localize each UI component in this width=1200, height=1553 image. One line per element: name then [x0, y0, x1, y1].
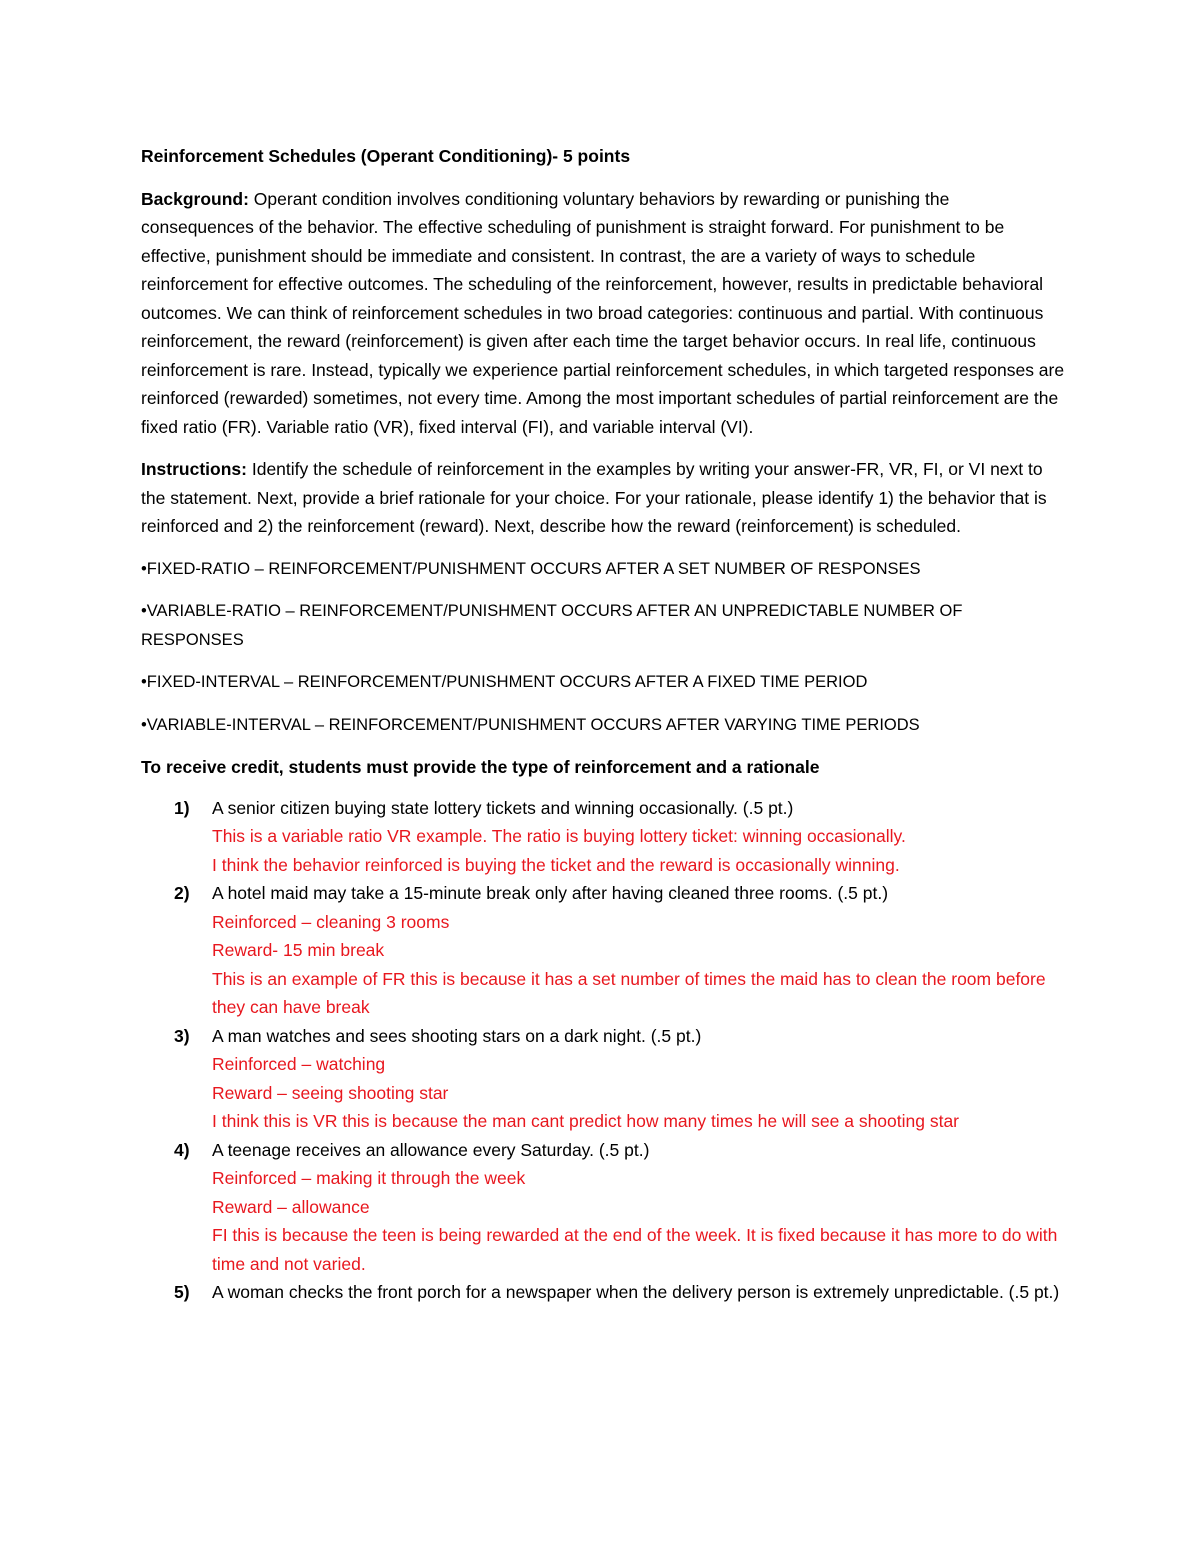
answer-line: I think this is VR this is because the man cant predict how many times he will see a shooting star	[212, 1111, 960, 1131]
schedule-fixed-interval: •FIXED-INTERVAL – REINFORCEMENT/PUNISHMENT OCCURS AFTER A FIXED TIME PERIOD	[141, 673, 868, 691]
answer-line: This is an example of FR this is because it has a set number of times the maid has to clean the room before they can have break	[212, 968, 1046, 1017]
answer-line: Reward – seeing shooting star	[212, 1082, 449, 1103]
question-text: A teenage receives an allowance every Saturday. (.5 pt.)	[212, 1139, 650, 1160]
instructions-text: Identify the schedule of reinforcement in the examples by writing your answer-FR, VR, FI, or VI next to the statement. Next, provide a brief rationale for your choice. For your rationale, please identify 1) the behavior that is reinforced and 2) the reinforcement (reward). Next, describe how the reward (reinforcement) is scheduled.	[141, 459, 1047, 536]
background-text: Operant condition involves conditioning voluntary behaviors by rewarding or punishing the consequences of the behavior. The effective scheduling of punishment is straight forward. For punishment to be effective, punishment should be immediate and consistent. In contrast, the are a variety of ways to schedule reinforcement for effective outcomes. The scheduling of the reinforcement, however, results in predictable behavioral outcomes. We can think of reinforcement schedules in two broad categories: continuous and partial. With continuous reinforcement, the reward (reinforcement) is given after each time the target behavior occurs. In real life, continuous reinforcement is rare. Instead, typically we experience partial reinforcement schedules, in which targeted responses are reinforced (rewarded) sometimes, not every time. Among the most important schedules of partial reinforcement are the fixed ratio (FR). Variable ratio (VR), fixed interval (FI), and variable interval (VI).	[141, 188, 1065, 437]
question-text: A hotel maid may take a 15-minute break only after having cleaned three rooms. (.5 pt.)	[212, 883, 889, 903]
question-number: 4)	[174, 1139, 190, 1160]
question-item	[141, 1022, 1066, 1136]
answer-line: FI this is because the teen is being rewarded at the end of the week. It is fixed because it has more to do with time and not varied.	[212, 1225, 1058, 1274]
question-number: 2)	[174, 883, 190, 903]
answer-line: I think the behavior reinforced is buying the ticket and the reward is occasionally winning.	[212, 854, 900, 875]
schedule-variable-ratio: •VARIABLE-RATIO – REINFORCEMENT/PUNISHMENT OCCURS AFTER AN UNPREDICTABLE NUMBER OF RESPONSES	[141, 602, 963, 649]
instructions-label: Instructions:	[141, 459, 247, 479]
document-page	[141, 142, 1066, 1307]
question-text: A man watches and sees shooting stars on a dark night. (.5 pt.)	[212, 1025, 702, 1046]
question-number: 1)	[174, 797, 190, 818]
question-text: A woman checks the front porch for a newspaper when the delivery person is extremely unpredictable. (.5 pt.)	[212, 1282, 1060, 1302]
question-item	[141, 1136, 1066, 1279]
background-label: Background:	[141, 188, 249, 209]
question-number: 5)	[174, 1282, 190, 1302]
answer-line: Reinforced – making it through the week	[212, 1168, 526, 1188]
schedule-variable-interval: •VARIABLE-INTERVAL – REINFORCEMENT/PUNISHMENT OCCURS AFTER VARYING TIME PERIODS	[141, 715, 920, 734]
question-item	[141, 794, 1066, 880]
answer-line: Reward- 15 min break	[212, 940, 385, 960]
credit-note: To receive credit, students must provide the type of reinforcement and a rationale	[141, 757, 820, 777]
answer-line: Reinforced – watching	[212, 1054, 386, 1074]
schedule-fixed-ratio: •FIXED-RATIO – REINFORCEMENT/PUNISHMENT OCCURS AFTER A SET NUMBER OF RESPONSES	[141, 559, 921, 578]
answer-line: Reward – allowance	[212, 1196, 370, 1217]
question-list	[141, 794, 1066, 1307]
question-item	[141, 879, 1066, 1022]
document-title: Reinforcement Schedules (Operant Conditioning)- 5 points	[141, 146, 631, 166]
question-item	[141, 1278, 1066, 1307]
answer-line: Reinforced – cleaning 3 rooms	[212, 911, 450, 932]
question-text: A senior citizen buying state lottery tickets and winning occasionally. (.5 pt.)	[212, 797, 794, 818]
question-number: 3)	[174, 1025, 190, 1046]
instructions-paragraph	[141, 455, 1066, 541]
answer-line: This is a variable ratio VR example. The ratio is buying lottery ticket: winning occasionally.	[212, 826, 906, 846]
background-paragraph	[141, 185, 1066, 442]
